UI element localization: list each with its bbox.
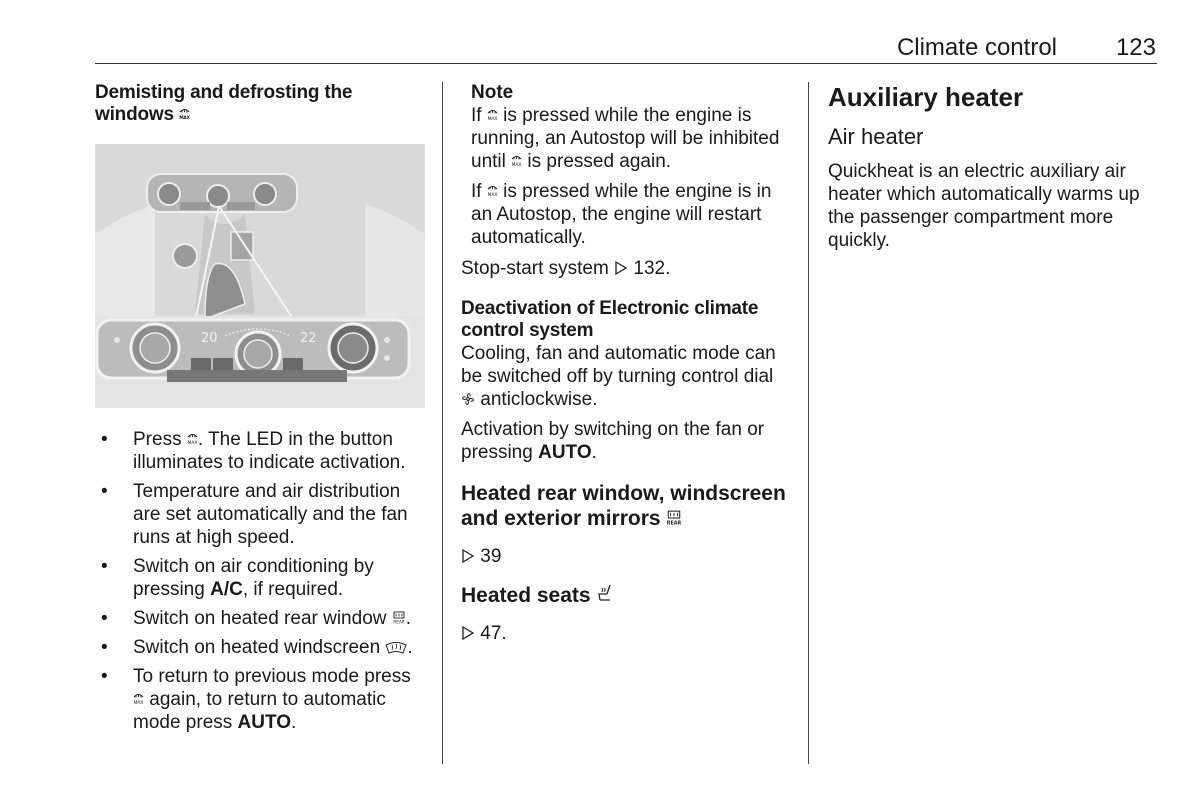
svg-text:REAR: REAR	[393, 619, 405, 625]
reference-page: 132.	[633, 258, 671, 279]
list-item	[95, 428, 425, 474]
page-reference-arrow-icon	[461, 625, 475, 641]
svg-text:MAX: MAX	[187, 441, 198, 446]
paragraph-text: .	[591, 442, 597, 463]
deactivation-paragraph-2	[461, 418, 791, 464]
note-box	[461, 82, 791, 249]
svg-text:MAX: MAX	[511, 163, 522, 168]
bullet-text: . The LED in the button illuminates to indicate activation.	[133, 429, 406, 473]
note-text: is pressed while the engine is in an Autostop, the engine will restart automatically.	[471, 181, 772, 248]
deactivation-paragraph-1	[461, 342, 791, 411]
heading-heated-rear-window	[461, 481, 791, 531]
panel-temp-left: 20	[201, 331, 218, 346]
climate-control-panel-image	[95, 144, 425, 408]
bullet-text: To return to previous mode press	[133, 666, 411, 687]
svg-text:MAX: MAX	[487, 193, 498, 198]
note-text: If	[471, 181, 482, 202]
note-text: is pressed while the engine is running, an Autostop will be inhibited until	[471, 105, 780, 172]
bullet-text: .	[407, 637, 413, 658]
max-defrost-icon	[133, 692, 144, 706]
paragraph-text: Cooling, fan and automatic mode can be switched off by turning control dial	[461, 343, 776, 387]
page-reference-arrow-icon	[614, 260, 628, 276]
max-defrost-icon	[187, 432, 198, 446]
page-number: 123	[1115, 34, 1156, 61]
list-item	[95, 636, 425, 659]
rear-window-heating-icon	[666, 510, 682, 526]
reference-page: 47.	[480, 623, 507, 644]
note-text: is pressed again.	[527, 151, 672, 172]
middle-column	[461, 82, 791, 645]
instruction-list	[95, 428, 425, 734]
panel-temp-right: 22	[300, 331, 317, 346]
heading-text: Heated rear window, windscreen and exterior mirrors	[461, 482, 786, 530]
bullet-text: Switch on heated windscreen	[133, 637, 381, 658]
heading-text: Heated seats	[461, 584, 591, 607]
note-title: Note	[471, 82, 514, 103]
max-defrost-icon	[487, 108, 498, 122]
left-column	[95, 82, 425, 740]
section-heading-demisting	[95, 82, 425, 126]
note-paragraph-2	[471, 180, 791, 249]
note-paragraph-1	[471, 104, 791, 173]
bullet-text: .	[291, 712, 297, 733]
reference-stop-start[interactable]	[461, 257, 791, 280]
heated-seat-icon	[596, 583, 614, 603]
fan-icon	[461, 392, 475, 406]
bullet-text: again, to return to automatic mode press	[133, 689, 386, 733]
header-section-title: Climate control	[896, 34, 1057, 61]
column-divider-1	[442, 82, 443, 764]
bullet-text: .	[405, 608, 412, 629]
svg-text:MAX: MAX	[133, 701, 144, 706]
reference-page: 39	[480, 546, 502, 567]
max-defrost-icon	[487, 184, 498, 198]
heading-auxiliary-heater: Auxiliary heater	[828, 82, 1024, 112]
bullet-text: Press	[133, 429, 182, 450]
air-heater-paragraph: Quickheat is an electric auxiliary air heater which automatically warms up the passenger compartment more quickly.	[828, 161, 1140, 251]
paragraph-text: anticlockwise.	[480, 389, 598, 410]
max-defrost-icon	[179, 107, 190, 121]
dashboard-illustration	[95, 144, 425, 408]
list-item	[95, 555, 425, 601]
reference-heated-seats[interactable]	[461, 622, 791, 645]
list-item	[95, 480, 425, 549]
reference-text: Stop-start system	[461, 258, 609, 279]
header-rule	[95, 63, 1157, 64]
rear-window-heating-icon	[392, 611, 406, 625]
max-defrost-icon	[511, 154, 522, 168]
bullet-text: Switch on heated rear window	[133, 608, 387, 629]
heading-air-heater: Air heater	[828, 124, 924, 149]
heading-heated-seats	[461, 583, 791, 608]
svg-text:REAR: REAR	[667, 521, 682, 526]
note-text: If	[471, 105, 482, 126]
heading-deactivation: Deactivation of Electronic climate control system	[461, 298, 759, 341]
list-item	[95, 665, 425, 734]
column-divider-2	[808, 82, 809, 764]
windscreen-heating-icon	[385, 641, 407, 654]
page-reference-arrow-icon	[461, 548, 475, 564]
paragraph-text: Activation by switching on the fan or pressing	[461, 419, 765, 463]
right-column	[828, 82, 1160, 252]
svg-text:MAX: MAX	[179, 116, 190, 121]
bullet-text: Switch on air conditioning by pressing	[133, 556, 374, 600]
svg-text:MAX: MAX	[487, 117, 498, 122]
list-item	[95, 607, 425, 630]
button-label-auto: AUTO	[538, 442, 592, 463]
bullet-text: Temperature and air distribution are set automatically and the fan runs at high speed.	[133, 481, 408, 548]
button-label-ac: A/C	[210, 579, 243, 600]
bullet-text: , if required.	[242, 579, 344, 600]
reference-heated-rear-window[interactable]	[461, 545, 791, 568]
heading-text: Demisting and defrosting the windows	[95, 82, 353, 125]
button-label-auto: AUTO	[237, 712, 292, 733]
